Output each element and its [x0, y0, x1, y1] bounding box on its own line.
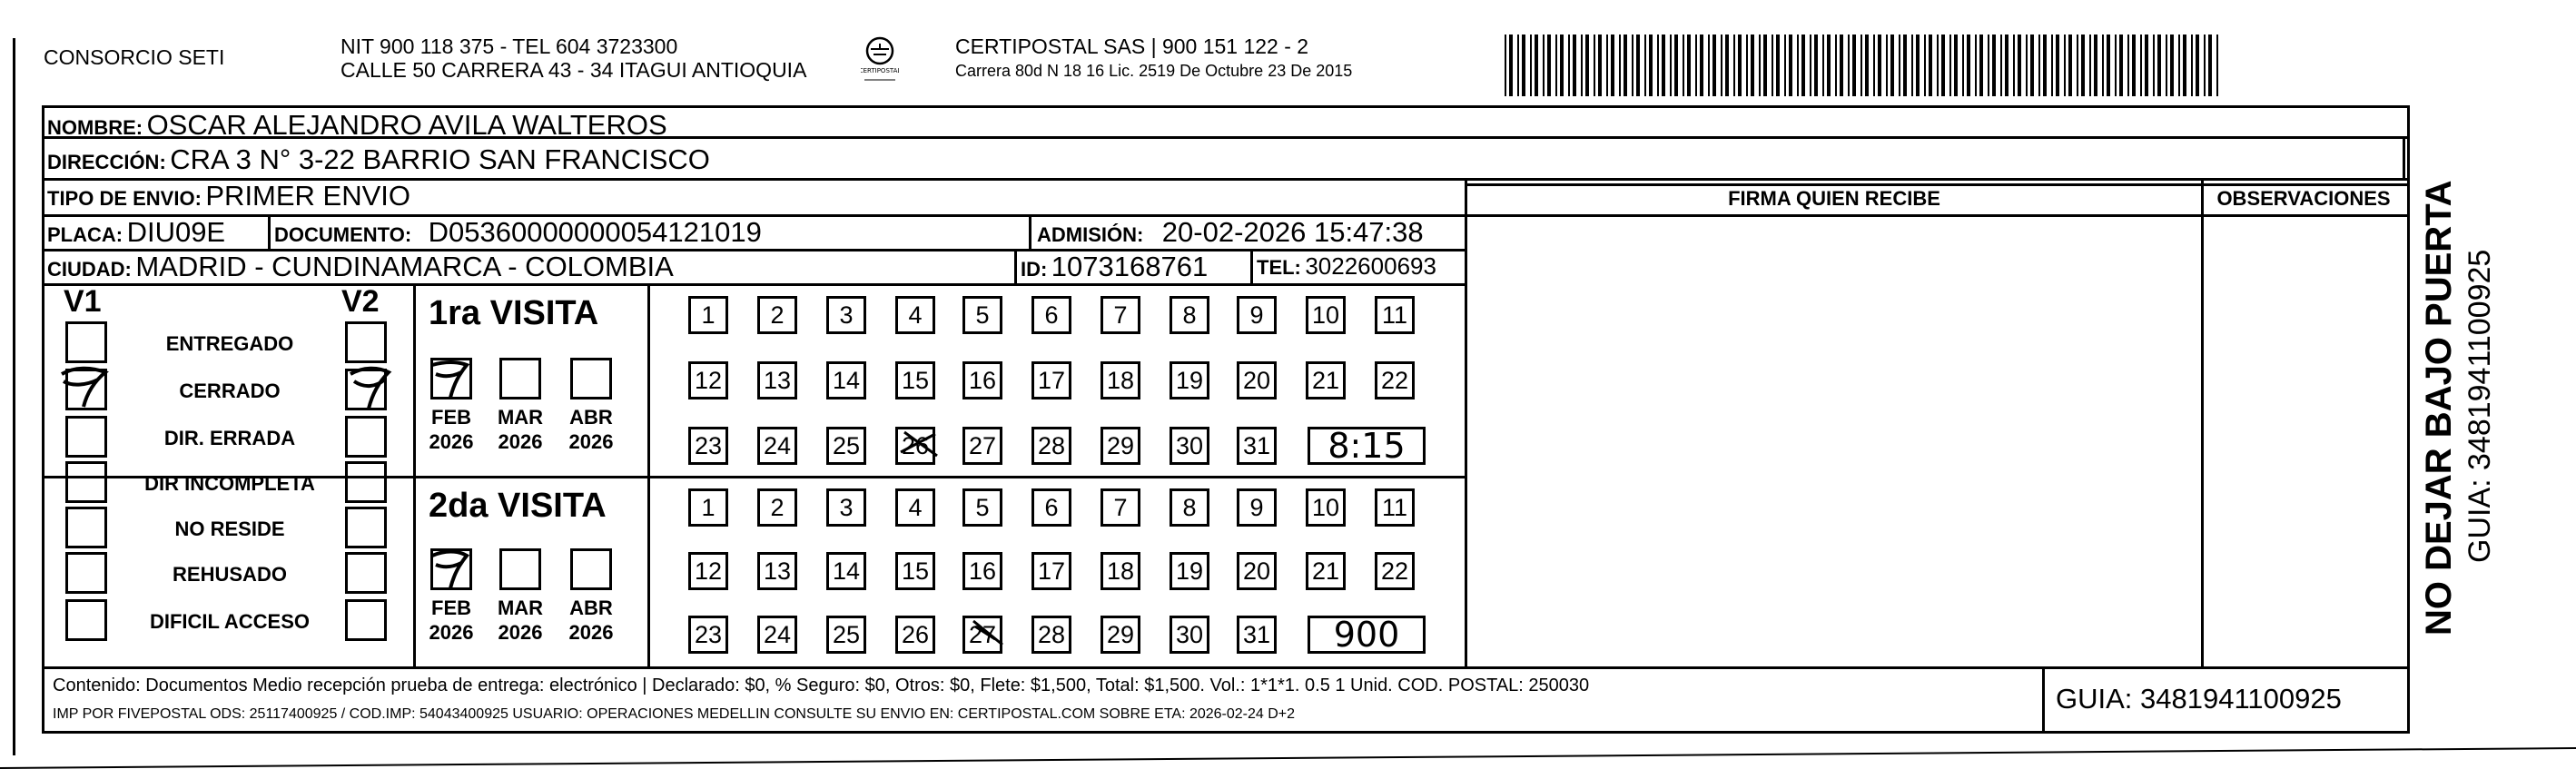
- day-box[interactable]: 18: [1100, 361, 1140, 399]
- day-box[interactable]: 4: [895, 488, 935, 527]
- v1-checkbox[interactable]: [65, 507, 107, 548]
- barcode-bar: [1810, 35, 1811, 96]
- month-checkbox[interactable]: [499, 358, 541, 399]
- barcode-bar: [1522, 35, 1525, 96]
- page-bottom-edge: [0, 735, 2576, 779]
- barcode-bar: [1772, 35, 1773, 96]
- status-label: REHUSADO: [173, 563, 287, 586]
- status-label: CERRADO: [179, 380, 281, 402]
- footer-divider: [42, 666, 2410, 669]
- barcode-bar: [1657, 35, 1659, 96]
- barcode-bar: [1649, 35, 1653, 96]
- documento-label: DOCUMENTO:: [274, 223, 412, 246]
- day-box[interactable]: 1: [688, 296, 728, 334]
- barcode-bar: [1822, 35, 1824, 96]
- day-box[interactable]: 20: [1237, 361, 1277, 399]
- nit-line: NIT 900 118 375 - TEL 604 3723300: [341, 35, 678, 58]
- second-visit-title: 2da VISITA: [429, 487, 607, 525]
- barcode-bar: [2145, 35, 2148, 96]
- barcode-bar: [1746, 35, 1748, 96]
- day-box[interactable]: 22: [1375, 361, 1415, 399]
- barcode-bar: [2051, 35, 2053, 96]
- barcode-bar: [2038, 35, 2040, 96]
- day-box[interactable]: 26: [895, 427, 935, 465]
- barcode-bar: [1712, 35, 1716, 96]
- tel-label: TEL:: [1257, 256, 1301, 279]
- guia-footer: GUIA: 3481941100925: [2056, 683, 2342, 715]
- v1-checkbox[interactable]: [65, 416, 107, 458]
- status-label: ENTREGADO: [165, 332, 294, 355]
- barcode-bar: [1606, 35, 1608, 96]
- day-box[interactable]: 31: [1237, 427, 1277, 465]
- day-box[interactable]: 2: [757, 488, 797, 527]
- admision-label: ADMISIÓN:: [1037, 223, 1144, 246]
- barcode-bar: [2089, 35, 2091, 96]
- barcode-bar: [1695, 35, 1697, 96]
- barcode-bar: [1708, 35, 1710, 96]
- day-box[interactable]: 24: [757, 427, 797, 465]
- day-box[interactable]: 23: [688, 616, 728, 654]
- barcode: [1505, 35, 2224, 96]
- day-box[interactable]: 23: [688, 427, 728, 465]
- barcode-bar: [1721, 35, 1722, 96]
- day-box[interactable]: 13: [757, 552, 797, 590]
- firma-header: FIRMA QUIEN RECIBE: [1728, 187, 1940, 210]
- day-box[interactable]: 16: [962, 361, 1002, 399]
- barcode-bar: [2064, 35, 2066, 96]
- day-box[interactable]: 27: [962, 427, 1002, 465]
- year-label: 2026: [498, 430, 543, 453]
- barcode-bar: [1924, 35, 1926, 96]
- year-label: 2026: [568, 430, 614, 453]
- status-label: DIFICIL ACCESO: [149, 610, 310, 633]
- ciudad-label: CIUDAD:: [47, 258, 132, 281]
- col-divider: [1014, 249, 1017, 283]
- barcode-bar: [1886, 35, 1888, 96]
- barcode-bar: [1674, 35, 1678, 96]
- col-divider: [1029, 214, 1031, 249]
- col-divider: [2042, 666, 2045, 734]
- day-box[interactable]: 12: [688, 361, 728, 399]
- col-divider: [2403, 136, 2405, 178]
- month-checkbox[interactable]: [499, 548, 541, 590]
- barcode-bar: [1751, 35, 1754, 96]
- day-box[interactable]: 6: [1031, 296, 1071, 334]
- barcode-bar: [1763, 35, 1767, 96]
- v2-checkbox[interactable]: [345, 461, 387, 503]
- day-box[interactable]: 1: [688, 488, 728, 527]
- day-box[interactable]: 5: [962, 296, 1002, 334]
- barcode-bar: [2056, 35, 2059, 96]
- contenido-line: Contenido: Documentos Medio recepción prueba de entrega: electrónico | Declarado: $0, % Seguro: $0, Otros: $0, Flete: $1,500, Total: $1,500. Vol.: 1*1*1. 0.5 1 Unid. COD. POSTAL: 250030: [53, 675, 1590, 695]
- barcode-bar: [1535, 35, 1538, 96]
- logo-text: CERTIPOSTAL: [861, 67, 899, 74]
- col-divider: [647, 283, 650, 666]
- v2-checkbox[interactable]: [345, 416, 387, 458]
- barcode-bar: [1967, 35, 1970, 96]
- barcode-bar: [2166, 35, 2167, 96]
- v2-checkbox[interactable]: [345, 599, 387, 641]
- barcode-bar: [2119, 35, 2123, 96]
- year-label: 2026: [498, 621, 543, 644]
- barcode-bar: [1543, 35, 1545, 96]
- barcode-bar: [1700, 35, 1703, 96]
- page-edge-line: [13, 38, 15, 755]
- barcode-bar: [1776, 35, 1780, 96]
- day-box[interactable]: 28: [1031, 616, 1071, 654]
- month-checkbox[interactable]: [570, 548, 612, 590]
- observaciones-header: OBSERVACIONES: [2216, 187, 2391, 210]
- placa-field: [47, 216, 225, 249]
- no-dejar-bajo-puerta: NO DEJAR BAJO PUERTA: [2419, 180, 2459, 636]
- day-box[interactable]: 3: [826, 488, 866, 527]
- barcode-bar: [1505, 35, 1506, 96]
- barcode-bar: [1547, 35, 1551, 96]
- day-box[interactable]: 15: [895, 361, 935, 399]
- barcode-bar: [1937, 35, 1939, 96]
- documento-value: D05360000000054121019: [428, 216, 762, 248]
- barcode-bar: [1784, 35, 1786, 96]
- barcode-bar: [2081, 35, 2085, 96]
- day-box[interactable]: 2: [757, 296, 797, 334]
- day-box[interactable]: 5: [962, 488, 1002, 527]
- day-box[interactable]: 19: [1170, 361, 1209, 399]
- barcode-bar: [1789, 35, 1792, 96]
- barcode-bar: [2140, 35, 2142, 96]
- tipo-envio-value: PRIMER ENVIO: [205, 180, 411, 212]
- documento-field: [274, 216, 762, 249]
- day-box[interactable]: 6: [1031, 488, 1071, 527]
- barcode-bar: [1517, 35, 1519, 96]
- barcode-bar: [1738, 35, 1742, 96]
- barcode-bar: [1899, 35, 1900, 96]
- day-box[interactable]: 11: [1375, 488, 1415, 527]
- row-divider: [42, 283, 1467, 286]
- day-box[interactable]: 29: [1100, 616, 1140, 654]
- v2-checkbox[interactable]: [345, 552, 387, 594]
- day-box[interactable]: 12: [688, 552, 728, 590]
- day-box[interactable]: 10: [1306, 296, 1346, 334]
- barcode-bar: [2132, 35, 2136, 96]
- col-divider: [268, 214, 271, 249]
- barcode-bar: [1827, 35, 1831, 96]
- barcode-bar: [1733, 35, 1735, 96]
- admision-value: 20-02-2026 15:47:38: [1161, 216, 1424, 248]
- imp-line: IMP POR FIVEPOSTAL ODS: 25117400925 / COD.IMP: 54043400925 USUARIO: OPERACIONES MEDELLIN CONSULTE SU ENVIO EN: CERTIPOSTAL.COM SOBRE ETA: 2026-02-24 D+2: [53, 706, 1296, 722]
- barcode-bar: [1662, 35, 1665, 96]
- year-label: 2026: [568, 621, 614, 644]
- barcode-bar: [2026, 35, 2028, 96]
- barcode-bar: [2030, 35, 2034, 96]
- month-label: ABR: [569, 406, 613, 429]
- month-label: MAR: [497, 597, 544, 619]
- day-box[interactable]: 11: [1375, 296, 1415, 334]
- v1-checkbox[interactable]: [65, 461, 107, 503]
- day-box[interactable]: 13: [757, 361, 797, 399]
- barcode-bar: [1670, 35, 1672, 96]
- day-box[interactable]: 9: [1237, 488, 1277, 527]
- tel-field: [1257, 252, 1436, 281]
- barcode-bar: [1852, 35, 1856, 96]
- day-box[interactable]: 28: [1031, 427, 1071, 465]
- barcode-bar: [1865, 35, 1869, 96]
- direccion-value: CRA 3 N° 3-22 BARRIO SAN FRANCISCO: [170, 143, 710, 175]
- day-box[interactable]: 8: [1170, 296, 1209, 334]
- day-box[interactable]: 24: [757, 616, 797, 654]
- barcode-bar: [1560, 35, 1564, 96]
- day-box[interactable]: 8: [1170, 488, 1209, 527]
- row-divider: [1467, 183, 2410, 186]
- barcode-bar: [1624, 35, 1627, 96]
- direccion-label: DIRECCIÓN:: [47, 151, 166, 173]
- barcode-bar: [2102, 35, 2104, 96]
- v1-checkbox[interactable]: [65, 369, 107, 410]
- day-box[interactable]: 4: [895, 296, 935, 334]
- day-box[interactable]: 19: [1170, 552, 1209, 590]
- year-label: 2026: [429, 430, 474, 453]
- year-label: 2026: [429, 621, 474, 644]
- barcode-bar: [2183, 35, 2186, 96]
- month-checkbox[interactable]: [430, 548, 472, 590]
- v2-checkbox[interactable]: [345, 369, 387, 410]
- tipo-envio-label: TIPO DE ENVIO:: [47, 187, 202, 210]
- barcode-bar: [1911, 35, 1913, 96]
- barcode-bar: [2107, 35, 2110, 96]
- certipostal-logo: [861, 36, 899, 73]
- day-box[interactable]: 21: [1306, 361, 1346, 399]
- barcode-bar: [1941, 35, 1945, 96]
- barcode-bar: [2068, 35, 2072, 96]
- barcode-bar: [1979, 35, 1983, 96]
- barcode-bar: [1835, 35, 1837, 96]
- certipostal-line: CERTIPOSTAL SAS | 900 151 122 - 2: [955, 35, 1309, 58]
- id-value: 1073168761: [1051, 251, 1209, 282]
- day-box[interactable]: 17: [1031, 361, 1071, 399]
- barcode-bar: [2170, 35, 2174, 96]
- day-box[interactable]: 30: [1170, 427, 1209, 465]
- day-box[interactable]: 14: [826, 361, 866, 399]
- day-box[interactable]: 9: [1237, 296, 1277, 334]
- placa-value: DIU09E: [126, 216, 226, 248]
- barcode-bar: [1619, 35, 1621, 96]
- second-visit-time[interactable]: 900: [1308, 616, 1426, 654]
- day-box[interactable]: 31: [1237, 616, 1277, 654]
- day-box[interactable]: 7: [1100, 488, 1140, 527]
- nombre-label: NOMBRE:: [47, 116, 143, 139]
- v2-checkbox[interactable]: [345, 321, 387, 363]
- col-divider: [1465, 178, 1467, 666]
- status-label: DIR. ERRADA: [163, 427, 296, 449]
- day-box[interactable]: 15: [895, 552, 935, 590]
- day-box[interactable]: 30: [1170, 616, 1209, 654]
- barcode-bar: [1860, 35, 1862, 96]
- barcode-bar: [2077, 35, 2078, 96]
- v1-checkbox[interactable]: [65, 552, 107, 594]
- barcode-bar: [1636, 35, 1640, 96]
- barcode-bar: [2043, 35, 2047, 96]
- status-label: DIR INCOMPLETA: [144, 472, 315, 495]
- day-box[interactable]: 17: [1031, 552, 1071, 590]
- barcode-bar: [2000, 35, 2002, 96]
- month-checkbox[interactable]: [430, 358, 472, 399]
- barcode-bar: [2005, 35, 2008, 96]
- barcode-bar: [1573, 35, 1576, 96]
- barcode-bar: [1509, 35, 1513, 96]
- v2-checkbox[interactable]: [345, 507, 387, 548]
- license-line: Carrera 80d N 18 16 Lic. 2519 De Octubre 23 De 2015: [955, 62, 1353, 80]
- barcode-bar: [2208, 35, 2212, 96]
- barcode-bar: [1585, 35, 1589, 96]
- barcode-bar: [1725, 35, 1729, 96]
- barcode-bar: [1840, 35, 1843, 96]
- barcode-bar: [1848, 35, 1850, 96]
- day-box[interactable]: 29: [1100, 427, 1140, 465]
- first-visit-time[interactable]: 8:15: [1308, 427, 1426, 465]
- v1-label: V1: [64, 284, 102, 319]
- month-label: FEB: [431, 406, 471, 429]
- day-box[interactable]: 26: [895, 616, 935, 654]
- barcode-bar: [1916, 35, 1920, 96]
- guia-side: GUIA: 3481941100925: [2462, 249, 2497, 563]
- barcode-bar: [1954, 35, 1958, 96]
- nombre-value: OSCAR ALEJANDRO AVILA WALTEROS: [146, 109, 667, 141]
- barcode-bar: [2127, 35, 2129, 96]
- day-box[interactable]: 22: [1375, 552, 1415, 590]
- day-box[interactable]: 21: [1306, 552, 1346, 590]
- col-divider: [413, 283, 416, 666]
- barcode-bar: [1962, 35, 1964, 96]
- id-label: ID:: [1021, 258, 1048, 281]
- status-label: NO RESIDE: [174, 518, 285, 540]
- barcode-bar: [1632, 35, 1633, 96]
- barcode-bar: [1814, 35, 1818, 96]
- barcode-bar: [1975, 35, 1977, 96]
- day-box[interactable]: 18: [1100, 552, 1140, 590]
- admision-field: [1037, 216, 1424, 249]
- barcode-bar: [1890, 35, 1894, 96]
- barcode-bar: [1644, 35, 1646, 96]
- day-box[interactable]: 7: [1100, 296, 1140, 334]
- month-label: FEB: [431, 597, 471, 619]
- barcode-bar: [2115, 35, 2117, 96]
- day-box[interactable]: 25: [826, 616, 866, 654]
- barcode-bar: [2191, 35, 2193, 96]
- first-visit-title: 1ra VISITA: [429, 294, 599, 332]
- barcode-bar: [1683, 35, 1684, 96]
- ciudad-value: MADRID - CUNDINAMARCA - COLOMBIA: [135, 251, 674, 282]
- barcode-bar: [1992, 35, 1996, 96]
- barcode-bar: [2216, 35, 2218, 96]
- id-field: [1021, 251, 1208, 283]
- ciudad-field: [47, 251, 674, 283]
- nombre-field: [47, 109, 667, 142]
- v1-checkbox[interactable]: [65, 321, 107, 363]
- col-divider: [1250, 249, 1253, 283]
- day-box[interactable]: 25: [826, 427, 866, 465]
- barcode-bar: [2153, 35, 2155, 96]
- month-checkbox[interactable]: [570, 358, 612, 399]
- barcode-bar: [1759, 35, 1761, 96]
- v2-label: V2: [341, 284, 380, 319]
- barcode-bar: [2204, 35, 2206, 96]
- barcode-bar: [1873, 35, 1875, 96]
- month-label: MAR: [497, 406, 544, 429]
- barcode-bar: [1988, 35, 1989, 96]
- barcode-bar: [1801, 35, 1805, 96]
- barcode-bar: [1594, 35, 1595, 96]
- day-box[interactable]: 16: [962, 552, 1002, 590]
- day-box[interactable]: 10: [1306, 488, 1346, 527]
- address-line: CALLE 50 CARRERA 43 - 34 ITAGUI ANTIOQUIA: [341, 58, 807, 82]
- barcode-bar: [2018, 35, 2021, 96]
- barcode-bar: [2196, 35, 2199, 96]
- tel-value: 3022600693: [1305, 252, 1436, 280]
- barcode-bar: [1611, 35, 1614, 96]
- tipo-envio-field: [47, 180, 410, 212]
- barcode-bar: [1797, 35, 1799, 96]
- col-divider: [2201, 178, 2204, 666]
- barcode-bar: [1555, 35, 1557, 96]
- barcode-bar: [2157, 35, 2161, 96]
- barcode-bar: [1878, 35, 1881, 96]
- barcode-bar: [1687, 35, 1691, 96]
- day-box[interactable]: 20: [1237, 552, 1277, 590]
- consorcio-name: CONSORCIO SETI: [44, 45, 225, 69]
- barcode-bar: [1581, 35, 1583, 96]
- barcode-bar: [2013, 35, 2015, 96]
- barcode-bar: [2094, 35, 2097, 96]
- barcode-bar: [1530, 35, 1532, 96]
- barcode-bar: [2178, 35, 2180, 96]
- barcode-bar: [1903, 35, 1907, 96]
- placa-label: PLACA:: [47, 223, 123, 246]
- day-box[interactable]: 14: [826, 552, 866, 590]
- v1-checkbox[interactable]: [65, 599, 107, 641]
- direccion-field: [47, 143, 710, 176]
- barcode-bar: [1568, 35, 1570, 96]
- barcode-bar: [1598, 35, 1602, 96]
- barcode-bar: [1949, 35, 1951, 96]
- day-box[interactable]: 27: [962, 616, 1002, 654]
- day-box[interactable]: 3: [826, 296, 866, 334]
- barcode-bar: [1929, 35, 1932, 96]
- month-label: ABR: [569, 597, 613, 619]
